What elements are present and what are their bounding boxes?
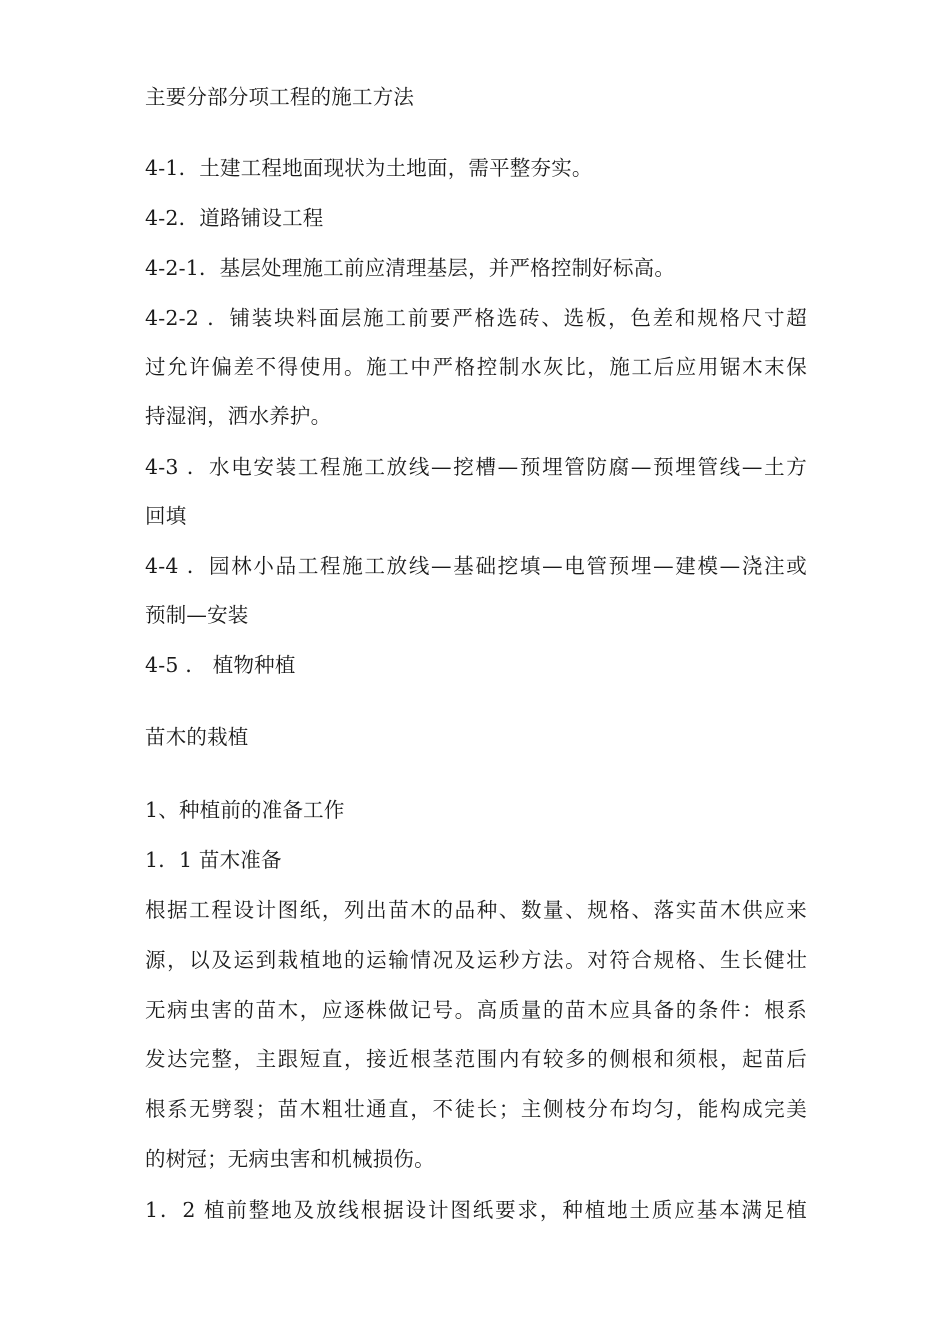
paragraph-line [145, 995, 815, 1025]
paragraph-line [145, 895, 815, 925]
justified-text: 4-3 ．水电安装工程施工放线—挖槽—预埋管防腐—预埋管线—土方 [145, 455, 807, 479]
justified-text: 发达完整，主跟短直，接近根茎范围内有较多的侧根和须根，起苗后 [145, 1047, 807, 1071]
paragraph-line [145, 945, 815, 975]
justified-text: 过允许偏差不得使用。施工中严格控制水灰比，施工后应用锯木末保 [145, 355, 807, 379]
paragraph-line: 持湿润，洒水养护。 [145, 404, 332, 428]
paragraph-line [145, 352, 815, 382]
justified-text: 源，以及运到栽植地的运输情况及运秒方法。对符合规格、生长健壮 [145, 948, 807, 972]
subsection-heading: 1、种植前的准备工作 [145, 798, 345, 822]
paragraph-line [145, 1094, 815, 1124]
paragraph-line [145, 1195, 815, 1225]
paragraph-line: 回填 [145, 504, 187, 528]
paragraph-line [145, 551, 815, 581]
justified-text: 根系无劈裂；苗木粗壮通直，不徒长；主侧枝分布均匀，能构成完美 [145, 1097, 807, 1121]
justified-text: 4-4 ．园林小品工程施工放线—基础挖填—电管预埋—建模—浇注或 [145, 554, 807, 578]
justified-text: 无病虫害的苗木，应逐株做记号。高质量的苗木应具备的条件：根系 [145, 998, 807, 1022]
subsection-heading: 1．1 苗木准备 [145, 848, 282, 872]
paragraph-line: 预制—安装 [145, 603, 249, 627]
paragraph-line: 4-2．道路铺设工程 [145, 206, 324, 230]
paragraph-line: 4-1．土建工程地面现状为土地面，需平整夯实。 [145, 156, 593, 180]
paragraph-line: 4-5 ． 植物种植 [145, 653, 296, 677]
paragraph-line: 4-2-1．基层处理施工前应清理基层，并严格控制好标高。 [145, 256, 676, 280]
justified-text: 1．2 植前整地及放线根据设计图纸要求，种植地土质应基本满足植 [145, 1198, 807, 1222]
paragraph-line: 的树冠；无病虫害和机械损伤。 [145, 1147, 435, 1171]
section-heading: 苗木的栽植 [145, 725, 249, 749]
section-heading: 主要分部分项工程的施工方法 [145, 85, 415, 109]
paragraph-line [145, 303, 815, 333]
paragraph-line [145, 452, 815, 482]
justified-text: 4-2-2 ．铺装块料面层施工前要严格选砖、选板，色差和规格尺寸超 [145, 306, 807, 330]
paragraph-line [145, 1044, 815, 1074]
justified-text: 根据工程设计图纸，列出苗木的品种、数量、规格、落实苗木供应来 [145, 898, 807, 922]
